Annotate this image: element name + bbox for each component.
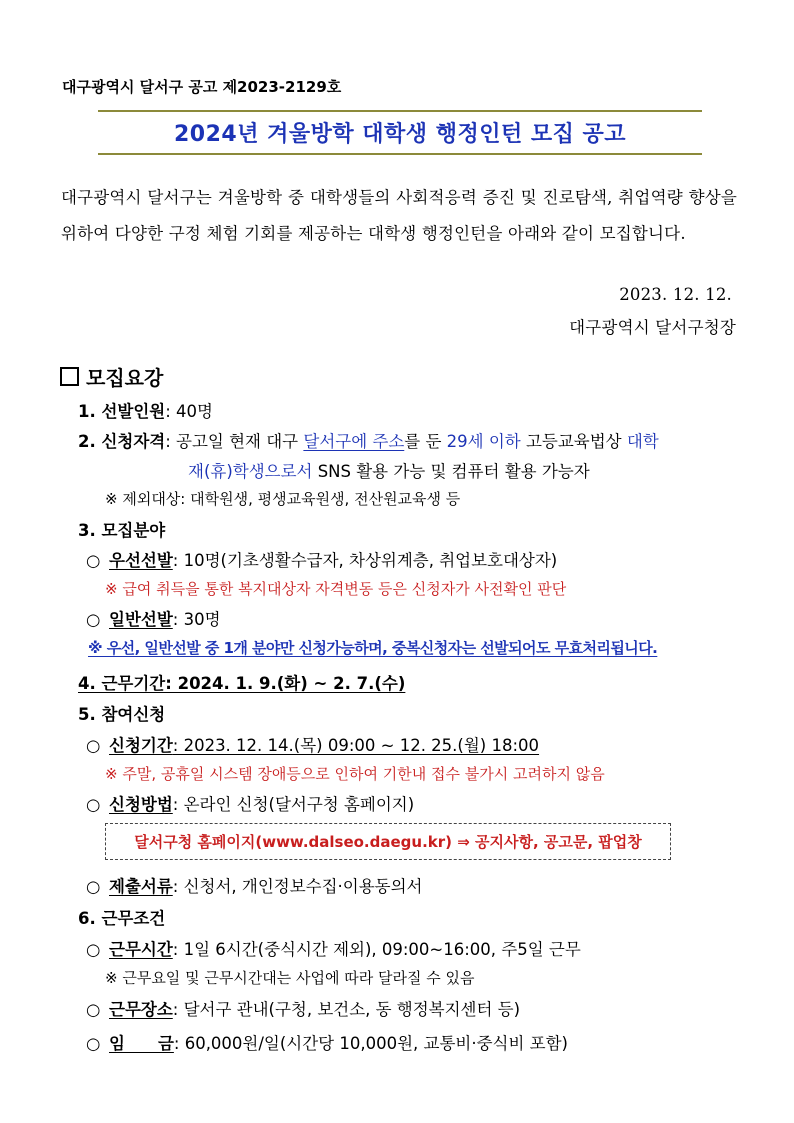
- priority-row: [86, 547, 557, 571]
- apply-method-label: 신청방법: [109, 795, 173, 814]
- circle-bullet-icon: ○: [86, 551, 101, 570]
- website-highlight-text: 달서구청 홈페이지(www.dalseo.daegu.kr) ⇒ 공지사항, 공고문, 팝업창: [134, 833, 642, 851]
- eligibility-status: 재(휴)학생으로서: [188, 462, 313, 481]
- apply-period-label: 신청기간: [109, 736, 173, 755]
- hours-value: : 1일 6시간(중식시간 제외), 09:00~16:00, 주5일 근무: [172, 940, 581, 959]
- apply-period-row: [86, 732, 539, 756]
- wage-row: [86, 1030, 568, 1054]
- intro-paragraph: 대구광역시 달서구는 겨울방학 중 대학생들의 사회적응력 증진 및 진로탐색, 취업역량 향상을 위하여 다양한 구정 체험 기회를 제공하는 대학생 행정인턴을 아래와 같이 모집합니다.: [61, 188, 737, 243]
- circle-bullet-icon: ○: [86, 1034, 101, 1053]
- eligibility-label: 2. 신청자격: [78, 432, 166, 451]
- section-heading: [60, 362, 163, 391]
- place-label: 근무장소: [109, 1000, 173, 1019]
- notice-number: 대구광역시 달서구 공고 제2023-2129호: [62, 78, 342, 96]
- selection-value: : 40명: [165, 402, 213, 421]
- eligibility-row: [78, 428, 659, 452]
- docs-row: [86, 873, 422, 897]
- circle-bullet-icon: ○: [86, 940, 101, 959]
- general-label: 일반선발: [109, 610, 173, 629]
- selection-row: [78, 398, 213, 422]
- circle-bullet-icon: ○: [86, 877, 101, 896]
- eligibility-university: 대학: [626, 432, 659, 451]
- circle-bullet-icon: ○: [86, 1000, 101, 1019]
- section-title: 모집요강: [86, 366, 164, 390]
- circle-bullet-icon: ○: [86, 795, 101, 814]
- priority-note: ※ 급여 취득을 통한 복지대상자 자격변동 등은 신청자가 사전확인 판단: [105, 580, 567, 598]
- circle-bullet-icon: ○: [86, 736, 101, 755]
- fields-label: 3. 모집분야: [78, 521, 166, 540]
- apply-method-row: [86, 791, 414, 815]
- hours-note: ※ 근무요일 및 근무시간대는 사업에 따라 달라질 수 있음: [105, 969, 475, 987]
- docs-value: : 신청서, 개인정보수집·이용동의서: [172, 877, 423, 896]
- title-box: [98, 110, 702, 155]
- duplicate-warning: ※ 우선, 일반선발 중 1개 분야만 신청가능하며, 중복신청자는 선발되어도 무효처리됩니다.: [88, 639, 658, 657]
- page-title: 2024년 겨울방학 대학생 행정인턴 모집 공고: [173, 122, 627, 147]
- eligibility-age: 29세 이하: [446, 432, 521, 451]
- priority-value: : 10명(기초생활수급자, 차상위계층, 취업보호대상자): [172, 551, 558, 570]
- docs-label: 제출서류: [109, 877, 173, 896]
- website-highlight-box: [105, 823, 671, 860]
- place-value: : 달서구 관내(구청, 보건소, 동 행정복지센터 등): [172, 1000, 521, 1019]
- eligibility-address: 달서구에 주소: [303, 432, 405, 451]
- circle-bullet-icon: ○: [86, 610, 101, 629]
- general-row: [86, 606, 221, 630]
- place-row: [86, 996, 520, 1020]
- exclusion-note: ※ 제외대상: 대학원생, 평생교육원생, 전산원교육생 등: [105, 490, 461, 508]
- eligibility-text: : 공고일 현재 대구: [165, 432, 304, 451]
- work-period: 4. 근무기간: 2024. 1. 9.(화) ~ 2. 7.(수): [78, 674, 406, 693]
- apply-period-note: ※ 주말, 공휴일 시스템 장애등으로 인하여 기한내 접수 불가시 고려하지 않음: [105, 765, 605, 783]
- eligibility-text: 를 둔: [404, 432, 447, 451]
- priority-label: 우선선발: [109, 551, 173, 570]
- selection-label: 1. 선발인원: [78, 402, 166, 421]
- general-value: : 30명: [172, 610, 221, 629]
- wage-label: 임 금: [109, 1034, 174, 1053]
- apply-method-value: : 온라인 신청(달서구청 홈페이지): [172, 795, 415, 814]
- wage-value: : 60,000원/일(시간당 10,000원, 교통비·중식비 포함): [173, 1034, 568, 1053]
- conditions-label: 6. 근무조건: [78, 909, 166, 928]
- eligibility-row-2: [188, 458, 590, 482]
- checkbox-square-icon: [60, 367, 79, 386]
- apply-label: 5. 참여신청: [78, 705, 166, 724]
- hours-label: 근무시간: [109, 940, 173, 959]
- eligibility-text: SNS 활용 가능 및 컴퓨터 활용 가능자: [312, 462, 590, 481]
- hours-row: [86, 936, 581, 960]
- eligibility-text: 고등교육법상: [520, 432, 627, 451]
- issuer: 대구광역시 달서구청장: [569, 318, 736, 337]
- apply-period-value: : 2023. 12. 14.(목) 09:00 ~ 12. 25.(월) 18:00: [172, 736, 540, 755]
- notice-date: 2023. 12. 12.: [619, 285, 732, 304]
